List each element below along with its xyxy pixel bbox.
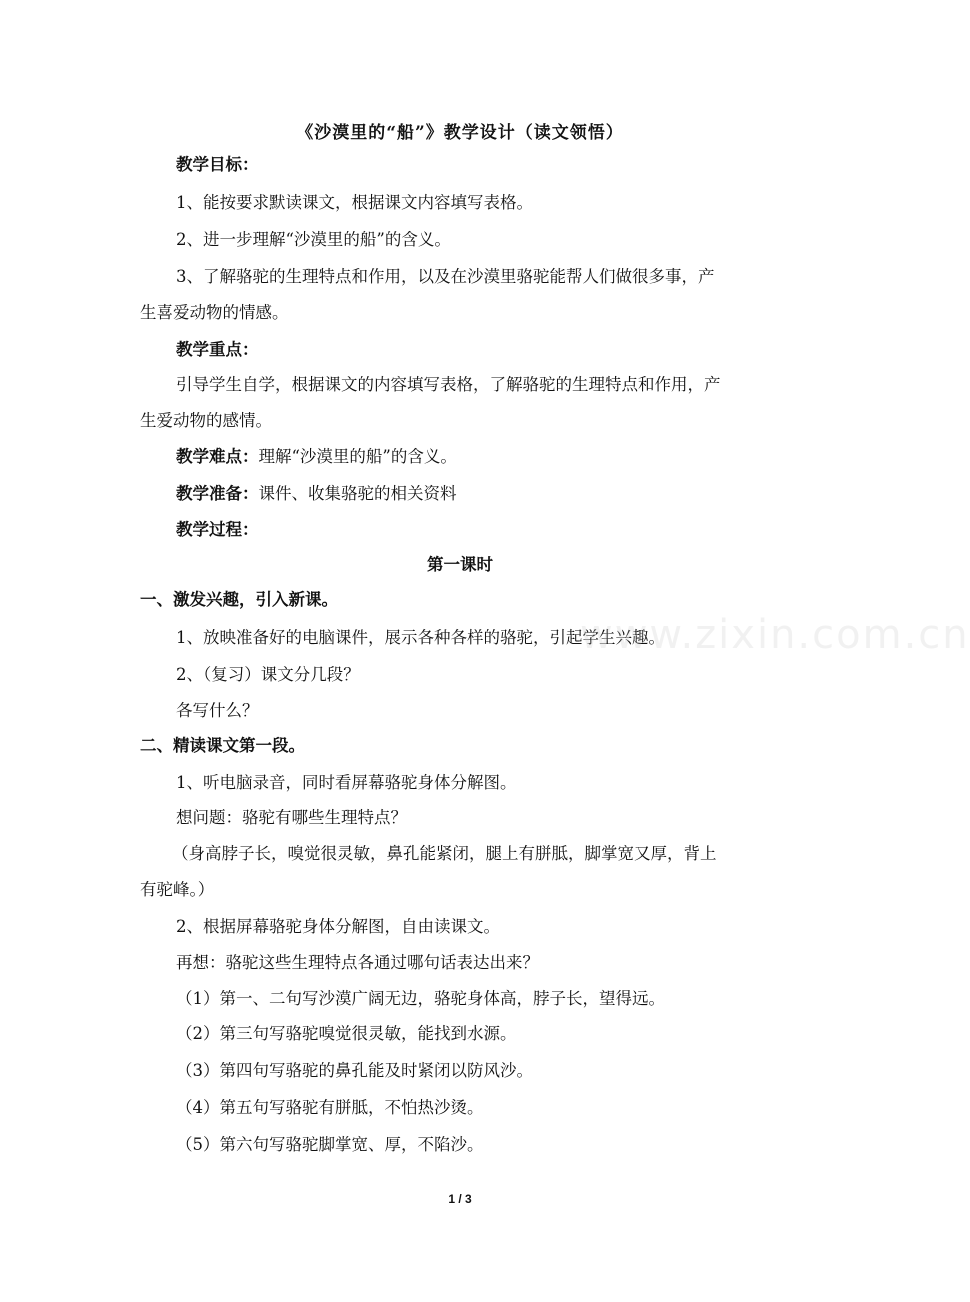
watermark: www.zixin.com.cn (580, 612, 970, 658)
objective-1: 1、能按要求默读课文，根据课文内容填写表格。 (176, 193, 533, 212)
preparation-row (176, 482, 790, 506)
objective-3-line2: 生喜爱动物的情感。 (140, 303, 289, 322)
difficulty-row (176, 445, 790, 469)
heading-difficulty: 教学难点： (176, 447, 259, 466)
point-2: （2）第三句写骆驼嗅觉很灵敏，能找到水源。 (176, 1024, 517, 1043)
section-2-question-2: 再想：骆驼这些生理特点各通过哪句话表达出来？ (176, 953, 539, 972)
point-5: （5）第六句写骆驼脚掌宽、厚，不陷沙。 (176, 1135, 484, 1154)
point-4: （4）第五句写骆驼有胼胝，不怕热沙烫。 (176, 1098, 484, 1117)
lesson-heading: 第一课时 (427, 555, 493, 574)
section-2-question: 想问题：骆驼有哪些生理特点？ (176, 808, 407, 827)
heading-process: 教学过程： (176, 520, 259, 539)
key-points-line2: 生爱动物的感情。 (140, 411, 272, 430)
document-title: 《沙漠里的“船”》教学设计（读文领悟） (296, 123, 624, 143)
preparation-text: 课件、收集骆驼的相关资料 (258, 484, 457, 503)
heading-key-points: 教学重点： (176, 340, 259, 359)
objective-2: 2、进一步理解“沙漠里的船”的含义。 (176, 230, 451, 249)
heading-objectives: 教学目标： (176, 155, 259, 174)
objective-3-line1: 3、了解骆驼的生理特点和作用，以及在沙漠里骆驼能帮人们做很多事，产 (176, 267, 715, 286)
point-1: （1）第一、二句写沙漠广阔无边，骆驼身体高，脖子长，望得远。 (176, 989, 665, 1008)
heading-preparation: 教学准备： (176, 484, 259, 503)
point-3: （3）第四句写骆驼的鼻孔能及时紧闭以防风沙。 (176, 1061, 533, 1080)
section-2-item-1: 1、听电脑录音，同时看屏幕骆驼身体分解图。 (176, 773, 517, 792)
section-2-answer-line1: （身高脖子长，嗅觉很灵敏，鼻孔能紧闭，腿上有胼胝，脚掌宽又厚，背上 (172, 844, 717, 863)
section-1-item-2-question: 各写什么？ (176, 701, 259, 720)
difficulty-text: 理解“沙漠里的船”的含义。 (258, 447, 457, 466)
section-1-item-1: 1、放映准备好的电脑课件，展示各种各样的骆驼，引起学生兴趣。 (176, 628, 665, 647)
key-points-line1: 引导学生自学，根据课文的内容填写表格，了解骆驼的生理特点和作用，产 (176, 375, 721, 394)
section-1-item-2: 2、（复习）课文分几段？ (176, 665, 360, 684)
section-1-heading: 一、激发兴趣，引入新课。 (140, 590, 338, 609)
page-number: 1 / 3 (448, 1192, 472, 1206)
section-2-heading: 二、精读课文第一段。 (140, 736, 305, 755)
section-2-answer-line2: 有驼峰。） (140, 880, 215, 899)
section-2-item-2: 2、根据屏幕骆驼身体分解图，自由读课文。 (176, 917, 500, 936)
